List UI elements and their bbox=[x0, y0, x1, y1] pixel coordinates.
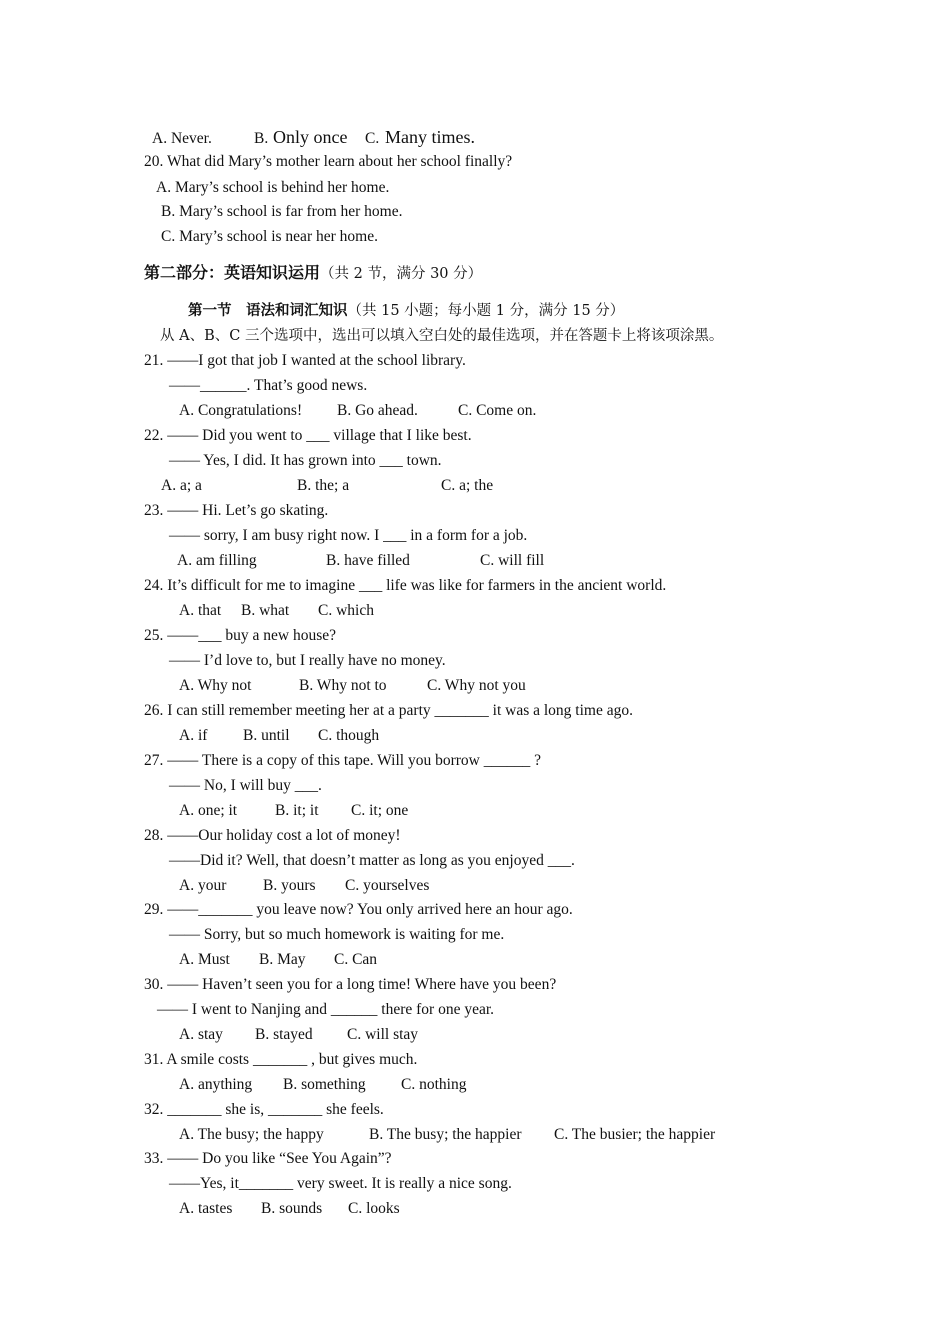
option-b: B. sounds bbox=[261, 1200, 323, 1217]
option-c: C. a; the bbox=[441, 477, 494, 494]
option-c: C. though bbox=[318, 727, 380, 744]
question-line: 28. ——Our holiday cost a lot of money! bbox=[144, 827, 401, 844]
section-one-heading bbox=[188, 301, 624, 321]
section-one-title: 第一节 语法和词汇知识 bbox=[188, 302, 348, 319]
option-c: C. will stay bbox=[347, 1026, 419, 1043]
option-a: A. one; it bbox=[179, 802, 238, 819]
question-response: —— Yes, I did. It has grown into ___ town. bbox=[169, 452, 442, 469]
question-response: —— Sorry, but so much homework is waiting for me. bbox=[169, 926, 505, 943]
option-c: C. The busier; the happier bbox=[554, 1126, 716, 1143]
question-line: 21. ——I got that job I wanted at the school library. bbox=[144, 352, 466, 369]
option-a: A. your bbox=[179, 877, 227, 894]
option-c: C. Why not you bbox=[427, 677, 526, 694]
q20-option-c: C. Mary’s school is near her home. bbox=[161, 228, 378, 245]
option-a: A. Why not bbox=[179, 677, 252, 694]
option-b: B. until bbox=[243, 727, 290, 744]
instruction: 从 A、B、C 三个选项中，选出可以填入空白处的最佳选项，并在答题卡上将该项涂黑。 bbox=[160, 328, 724, 344]
option-a: A. stay bbox=[179, 1026, 223, 1043]
question-line: 25. ——___ buy a new house? bbox=[144, 627, 336, 644]
option-b: B. something bbox=[283, 1076, 366, 1093]
question-line: 26. I can still remember meeting her at a party _______ it was a long time ago. bbox=[144, 702, 633, 719]
question-response: —— sorry, I am busy right now. I ___ in a form for a job. bbox=[169, 527, 528, 544]
question-line: 29. ——_______ you leave now? You only arrived here an hour ago. bbox=[144, 901, 573, 918]
option-c: C. will fill bbox=[480, 552, 545, 569]
q19-option-b-letter: B. bbox=[254, 130, 269, 147]
option-b: B. what bbox=[241, 602, 290, 619]
option-c: C. looks bbox=[348, 1200, 400, 1217]
question-line: 31. A smile costs _______ , but gives much. bbox=[144, 1051, 418, 1068]
option-a: A. anything bbox=[179, 1076, 253, 1093]
part-two-heading bbox=[144, 263, 482, 284]
option-c: C. nothing bbox=[401, 1076, 467, 1093]
option-a: A. am filling bbox=[177, 552, 257, 569]
option-b: B. Why not to bbox=[299, 677, 387, 694]
question-response: ——Yes, it_______ very sweet. It is really a nice song. bbox=[169, 1175, 512, 1192]
option-a: A. Must bbox=[179, 951, 230, 968]
q20-option-b: B. Mary’s school is far from her home. bbox=[161, 203, 403, 220]
option-a: A. if bbox=[179, 727, 208, 744]
question-line: 24. It’s difficult for me to imagine ___ life was like for farmers in the ancient world. bbox=[144, 577, 667, 594]
option-b: B. Go ahead. bbox=[337, 402, 418, 419]
option-a: A. a; a bbox=[161, 477, 202, 494]
option-b: B. May bbox=[259, 951, 306, 968]
option-a: A. The busy; the happy bbox=[179, 1126, 324, 1143]
question-response: —— I went to Nanjing and ______ there for one year. bbox=[157, 1001, 495, 1018]
option-b: B. stayed bbox=[255, 1026, 313, 1043]
part-two-title: 第二部分：英语知识运用 bbox=[144, 263, 321, 282]
option-c: C. Can bbox=[334, 951, 378, 968]
option-c: C. which bbox=[318, 602, 374, 619]
q19-option-a: A. Never. bbox=[152, 130, 212, 147]
q20-stem: 20. What did Mary’s mother learn about her school finally? bbox=[144, 153, 513, 170]
q19-option-c-text: Many times. bbox=[385, 127, 475, 147]
question-line: 23. —— Hi. Let’s go skating. bbox=[144, 502, 329, 519]
option-c: C. yourselves bbox=[345, 877, 430, 894]
question-response: —— No, I will buy ___. bbox=[169, 777, 322, 794]
question-line: 33. —— Do you like “See You Again”? bbox=[144, 1150, 392, 1167]
q19-option-b-text: Only once bbox=[273, 127, 348, 147]
part-two-note: （共 2 节，满分 30 分） bbox=[320, 266, 483, 282]
question-response: —— I’d love to, but I really have no money. bbox=[169, 652, 446, 669]
option-b: B. it; it bbox=[275, 802, 319, 819]
option-a: A. Congratulations! bbox=[179, 402, 303, 419]
option-a: A. tastes bbox=[179, 1200, 233, 1217]
question-line: 30. —— Haven’t seen you for a long time! Where have you been? bbox=[144, 976, 557, 993]
option-b: B. The busy; the happier bbox=[369, 1126, 522, 1143]
question-response: ——______. That’s good news. bbox=[169, 377, 368, 394]
section-one-note: （共 15 小题；每小题 1 分，满分 15 分） bbox=[347, 303, 625, 319]
option-c: C. Come on. bbox=[458, 402, 537, 419]
option-a: A. that bbox=[179, 602, 222, 619]
question-line: 22. —— Did you went to ___ village that I like best. bbox=[144, 427, 472, 444]
q20-option-a: A. Mary’s school is behind her home. bbox=[156, 179, 390, 196]
q19-option-c-letter: C. bbox=[365, 130, 380, 147]
option-b: B. have filled bbox=[326, 552, 410, 569]
option-b: B. yours bbox=[263, 877, 316, 894]
option-c: C. it; one bbox=[351, 802, 409, 819]
option-b: B. the; a bbox=[297, 477, 350, 494]
question-response: ——Did it? Well, that doesn’t matter as long as you enjoyed ___. bbox=[169, 852, 575, 869]
question-line: 27. —— There is a copy of this tape. Will you borrow ______ ? bbox=[144, 752, 541, 769]
question-line: 32. _______ she is, _______ she feels. bbox=[144, 1101, 384, 1118]
